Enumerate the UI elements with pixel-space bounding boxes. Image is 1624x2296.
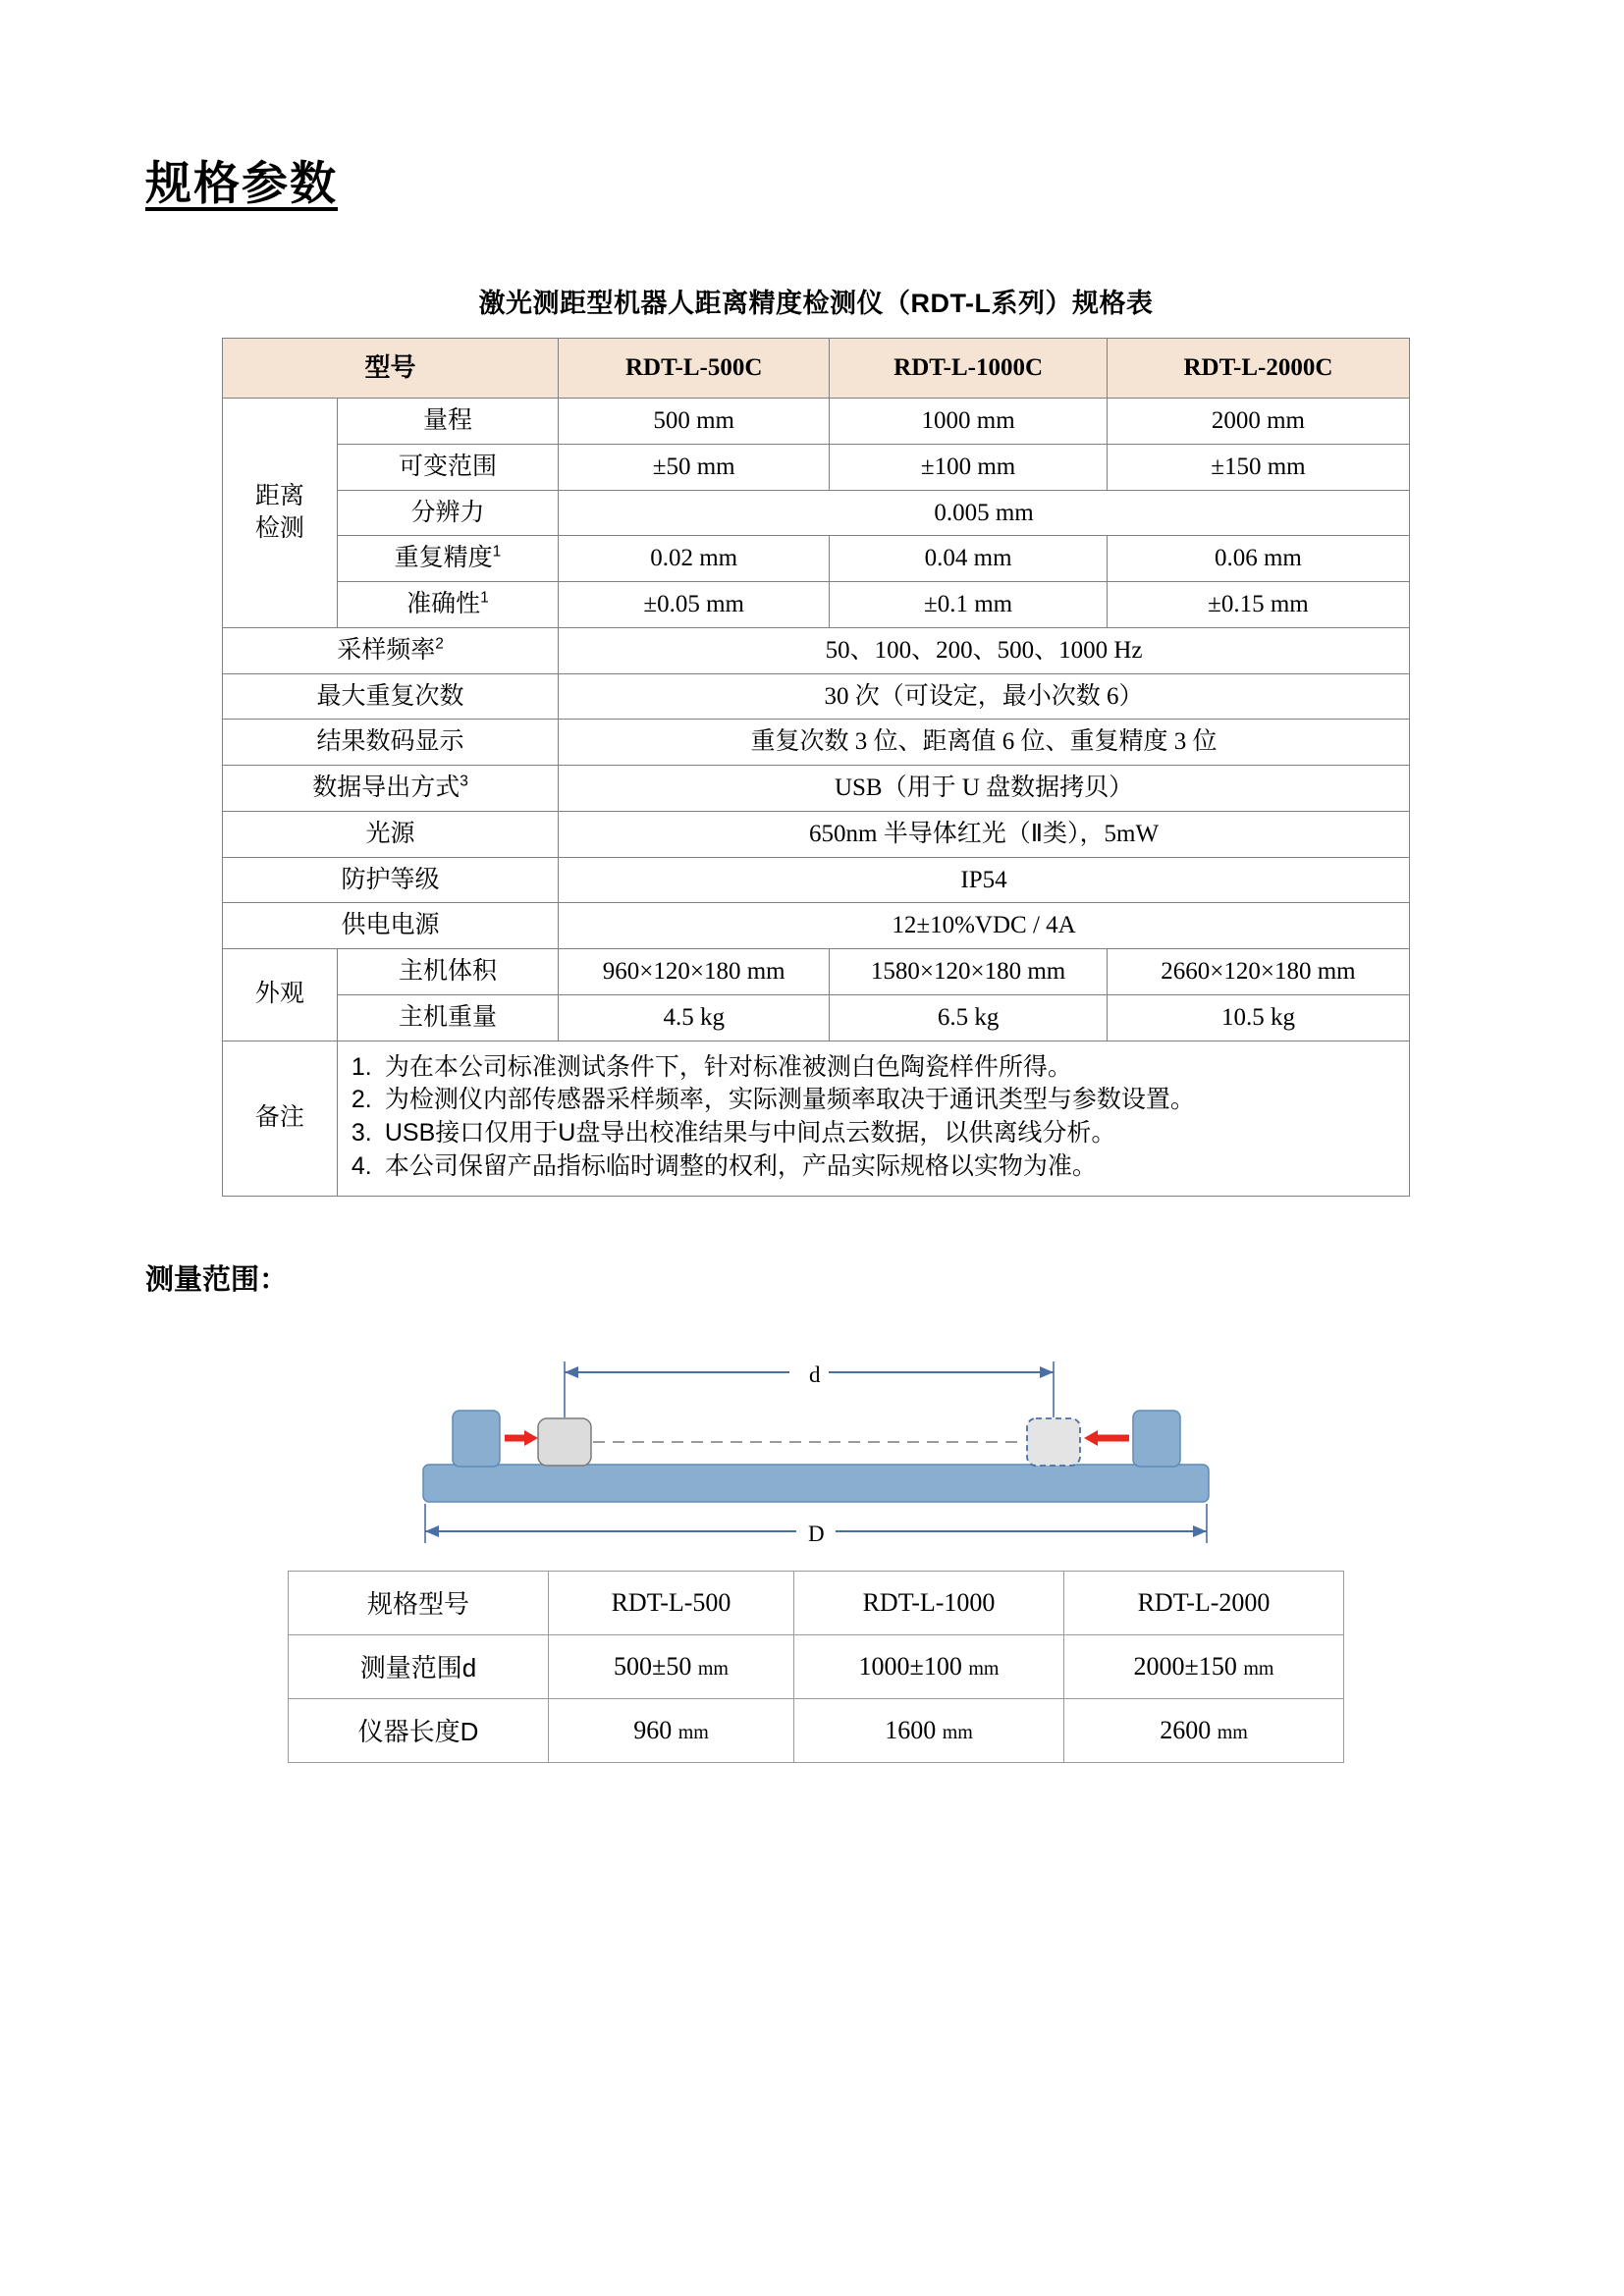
range-cell-D-500-unit: mm (677, 1721, 709, 1743)
row-label-data-export-text: 数据导出方式 (312, 774, 460, 801)
row-label-range: 量程 (337, 399, 558, 445)
row-label-volume: 主机体积 (337, 949, 558, 995)
range-cell-d-2000 (1064, 1634, 1344, 1698)
range-cell-d-1000-unit: mm (968, 1657, 1000, 1680)
table-row (223, 339, 1410, 399)
range-cell-D-500-value: 960 (633, 1715, 673, 1744)
cell-power: 12±10%VDC / 4A (559, 903, 1410, 949)
range-cell-D-2000-unit: mm (1217, 1721, 1248, 1743)
footnote-marker-4: 3 (460, 773, 468, 790)
cell-weight-2000: 10.5 kg (1107, 994, 1409, 1041)
table-row (223, 994, 1410, 1041)
range-row-label-model: 规格型号 (289, 1571, 549, 1634)
row-label-accuracy-text: 准确性 (406, 590, 481, 617)
table-row (223, 673, 1410, 720)
left-target-block (538, 1418, 591, 1466)
cell-resolution-all: 0.005 mm (559, 490, 1410, 536)
table-row (223, 399, 1410, 445)
header-model-3: RDT-L-2000C (1107, 339, 1409, 399)
table-row (223, 720, 1410, 766)
table-row (223, 949, 1410, 995)
range-cell-d-2000-value: 2000±150 (1133, 1651, 1237, 1681)
cell-range-1000: 1000 mm (830, 399, 1108, 445)
right-post (1133, 1411, 1180, 1467)
table-row (223, 811, 1410, 857)
row-label-accuracy (337, 582, 558, 628)
header-model-1: RDT-L-500C (559, 339, 830, 399)
range-section-title: 测量范围： (145, 1263, 289, 1296)
note-text: USB接口仅用于U盘导出校准结果与中间点云数据，以供离线分析。 (384, 1119, 1116, 1147)
row-label-repeatability (337, 536, 558, 582)
table-row (223, 490, 1410, 536)
right-target-block (1027, 1418, 1080, 1466)
cell-range-500: 500 mm (559, 399, 830, 445)
row-label-light-source: 光源 (223, 811, 559, 857)
dimension-D-label: D (808, 1521, 825, 1546)
note-text: 为检测仪内部传感器采样频率，实际测量频率取决于通讯类型与参数设置。 (384, 1086, 1195, 1114)
group-label-notes: 备注 (223, 1041, 338, 1196)
table-row (289, 1634, 1344, 1698)
cell-variable-500: ±50 mm (559, 444, 830, 490)
row-label-sampling-frequency-text: 采样频率 (337, 635, 436, 664)
note-number: 4. (351, 1151, 372, 1180)
table-row (223, 857, 1410, 903)
row-label-display: 结果数码显示 (223, 720, 559, 766)
left-red-arrow (505, 1430, 538, 1446)
cell-range-2000: 2000 mm (1107, 399, 1409, 445)
table-row (223, 536, 1410, 582)
right-red-arrow (1084, 1430, 1129, 1446)
note-item (352, 1150, 1395, 1184)
base-plate (423, 1465, 1209, 1502)
range-cell-D-500 (549, 1698, 794, 1762)
footnote-marker-1: 1 (492, 543, 502, 561)
left-post (453, 1411, 500, 1467)
note-number: 2. (351, 1086, 372, 1114)
cell-weight-1000: 6.5 kg (830, 994, 1108, 1041)
range-cell-model-1000: RDT-L-1000 (794, 1571, 1064, 1634)
cell-volume-500: 960×120×180 mm (559, 949, 830, 995)
page-title: 规格参数 (145, 157, 338, 209)
header-model-label: 型号 (223, 339, 559, 399)
cell-repeat-500: 0.02 mm (559, 536, 830, 582)
row-label-power: 供电电源 (223, 903, 559, 949)
range-cell-D-2000-value: 2600 (1160, 1715, 1212, 1744)
range-cell-model-500: RDT-L-500 (549, 1571, 794, 1634)
cell-sampling-frequency: 50、100、200、500、1000 Hz (559, 627, 1410, 673)
row-label-resolution: 分辨力 (337, 490, 558, 536)
range-cell-D-2000 (1064, 1698, 1344, 1762)
row-label-weight: 主机重量 (337, 994, 558, 1041)
note-item (352, 1051, 1395, 1085)
diagram-svg (222, 1308, 1410, 1553)
cell-display: 重复次数 3 位、距离值 6 位、重复精度 3 位 (559, 720, 1410, 766)
row-label-data-export (223, 766, 559, 812)
header-model-2: RDT-L-1000C (830, 339, 1108, 399)
range-cell-d-500 (549, 1634, 794, 1698)
range-cell-d-2000-unit: mm (1243, 1657, 1274, 1680)
note-text: 为在本公司标准测试条件下，针对标准被测白色陶瓷样件所得。 (384, 1052, 1072, 1081)
range-cell-d-500-value: 500±50 (614, 1651, 692, 1681)
table-row (223, 1041, 1410, 1196)
cell-volume-1000: 1580×120×180 mm (830, 949, 1108, 995)
footnote-marker-3: 2 (435, 635, 444, 653)
spec-table (222, 338, 1410, 1197)
cell-repeat-1000: 0.04 mm (830, 536, 1108, 582)
cell-variable-2000: ±150 mm (1107, 444, 1409, 490)
spec-table-title: 激光测距型机器人距离精度检测仪（RDT-L系列）规格表 (478, 289, 1154, 318)
row-label-variable-range: 可变范围 (337, 444, 558, 490)
row-label-protection: 防护等级 (223, 857, 559, 903)
cell-data-export: USB（用于 U 盘数据拷贝） (559, 766, 1410, 812)
cell-light-source: 650nm 半导体红光（Ⅱ类），5mW (559, 811, 1410, 857)
note-text: 本公司保留产品指标临时调整的权利，产品实际规格以实物为准。 (384, 1151, 1097, 1180)
note-item (352, 1117, 1395, 1150)
range-cell-d-1000-value: 1000±100 (858, 1651, 962, 1681)
cell-accuracy-1000: ±0.1 mm (830, 582, 1108, 628)
note-item (352, 1084, 1395, 1117)
table-row (223, 444, 1410, 490)
range-row-label-length-D: 仪器长度D (289, 1698, 549, 1762)
table-row (223, 766, 1410, 812)
range-row-label-measure-d: 测量范围d (289, 1634, 549, 1698)
table-row (289, 1571, 1344, 1634)
cell-volume-2000: 2660×120×180 mm (1107, 949, 1409, 995)
measurement-range-diagram (222, 1308, 1410, 1553)
range-cell-d-1000 (794, 1634, 1064, 1698)
range-table (288, 1571, 1344, 1763)
footnote-marker-2: 1 (480, 589, 489, 607)
group-label-appearance: 外观 (223, 949, 338, 1041)
row-label-sampling-frequency (223, 627, 559, 673)
cell-protection: IP54 (559, 857, 1410, 903)
table-row (223, 582, 1410, 628)
range-cell-d-500-unit: mm (697, 1657, 729, 1680)
range-cell-D-1000-unit: mm (942, 1721, 973, 1743)
table-row (289, 1698, 1344, 1762)
range-cell-model-2000: RDT-L-2000 (1064, 1571, 1344, 1634)
cell-repeat-2000: 0.06 mm (1107, 536, 1409, 582)
cell-accuracy-500: ±0.05 mm (559, 582, 830, 628)
note-number: 1. (351, 1052, 372, 1081)
table-row (223, 903, 1410, 949)
range-cell-D-1000 (794, 1698, 1064, 1762)
row-label-repeatability-text: 重复精度 (394, 544, 493, 572)
group-label-distance-line1: 距离 (254, 481, 304, 509)
cell-weight-500: 4.5 kg (559, 994, 830, 1041)
note-number: 3. (351, 1119, 372, 1147)
cell-max-repeat: 30 次（可设定，最小次数 6） (559, 673, 1410, 720)
range-cell-D-1000-value: 1600 (885, 1715, 937, 1744)
group-label-distance (223, 399, 338, 628)
table-row (223, 627, 1410, 673)
group-label-distance-line2: 检测 (254, 514, 304, 543)
cell-accuracy-2000: ±0.15 mm (1107, 582, 1409, 628)
notes-cell (337, 1041, 1409, 1196)
cell-variable-1000: ±100 mm (830, 444, 1108, 490)
row-label-max-repeat: 最大重复次数 (223, 673, 559, 720)
dimension-d-label: d (809, 1362, 821, 1387)
